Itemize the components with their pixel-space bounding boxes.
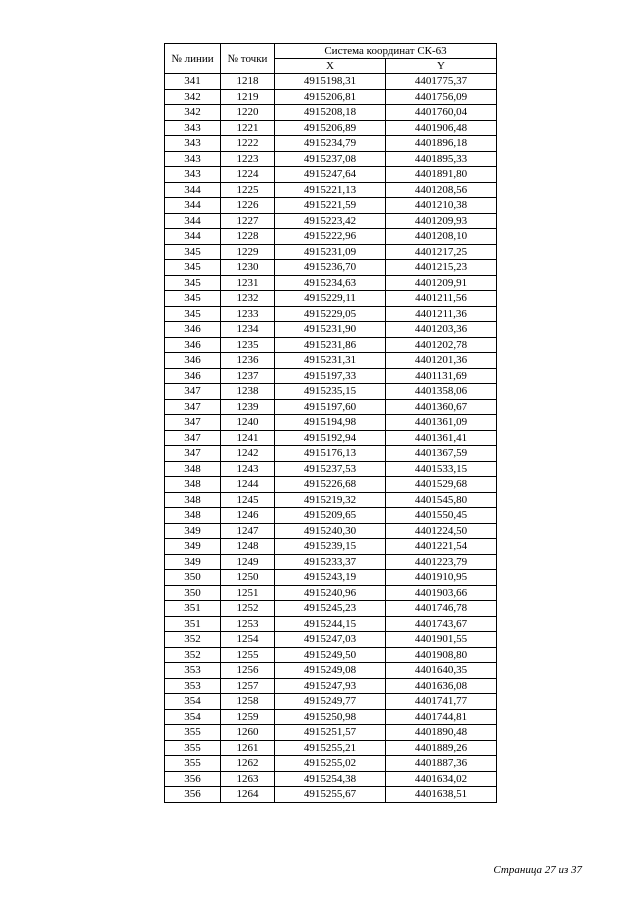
cell-x: 4915237,53 bbox=[275, 461, 386, 477]
cell-point-number: 1264 bbox=[221, 787, 275, 803]
cell-line-number: 355 bbox=[165, 740, 221, 756]
cell-line-number: 356 bbox=[165, 787, 221, 803]
cell-y: 4401360,67 bbox=[386, 399, 497, 415]
table-row bbox=[165, 601, 497, 617]
cell-point-number: 1218 bbox=[221, 74, 275, 90]
cell-y: 4401217,25 bbox=[386, 244, 497, 260]
cell-x: 4915234,79 bbox=[275, 136, 386, 152]
cell-x: 4915221,13 bbox=[275, 182, 386, 198]
cell-line-number: 346 bbox=[165, 368, 221, 384]
cell-point-number: 1221 bbox=[221, 120, 275, 136]
cell-line-number: 347 bbox=[165, 430, 221, 446]
cell-x: 4915254,38 bbox=[275, 771, 386, 787]
cell-x: 4915240,30 bbox=[275, 523, 386, 539]
cell-y: 4401887,36 bbox=[386, 756, 497, 772]
cell-point-number: 1251 bbox=[221, 585, 275, 601]
cell-line-number: 346 bbox=[165, 353, 221, 369]
cell-y: 4401211,36 bbox=[386, 306, 497, 322]
cell-x: 4915176,13 bbox=[275, 446, 386, 462]
table-row bbox=[165, 632, 497, 648]
table-row bbox=[165, 291, 497, 307]
table-row bbox=[165, 74, 497, 90]
cell-line-number: 342 bbox=[165, 105, 221, 121]
cell-y: 4401215,23 bbox=[386, 260, 497, 276]
cell-point-number: 1229 bbox=[221, 244, 275, 260]
cell-y: 4401358,06 bbox=[386, 384, 497, 400]
table-row bbox=[165, 430, 497, 446]
cell-x: 4915192,94 bbox=[275, 430, 386, 446]
cell-y: 4401545,80 bbox=[386, 492, 497, 508]
table-row bbox=[165, 756, 497, 772]
cell-x: 4915198,31 bbox=[275, 74, 386, 90]
cell-y: 4401634,02 bbox=[386, 771, 497, 787]
cell-line-number: 343 bbox=[165, 120, 221, 136]
cell-x: 4915245,23 bbox=[275, 601, 386, 617]
table-row bbox=[165, 213, 497, 229]
cell-line-number: 352 bbox=[165, 632, 221, 648]
table-row bbox=[165, 647, 497, 663]
cell-y: 4401223,79 bbox=[386, 554, 497, 570]
cell-line-number: 349 bbox=[165, 539, 221, 555]
cell-y: 4401638,51 bbox=[386, 787, 497, 803]
table-row bbox=[165, 337, 497, 353]
cell-x: 4915194,98 bbox=[275, 415, 386, 431]
table-row bbox=[165, 229, 497, 245]
cell-line-number: 349 bbox=[165, 523, 221, 539]
table-row bbox=[165, 167, 497, 183]
cell-line-number: 350 bbox=[165, 585, 221, 601]
cell-x: 4915249,50 bbox=[275, 647, 386, 663]
cell-y: 4401201,36 bbox=[386, 353, 497, 369]
table-row bbox=[165, 678, 497, 694]
table-row bbox=[165, 260, 497, 276]
cell-line-number: 343 bbox=[165, 167, 221, 183]
cell-x: 4915231,90 bbox=[275, 322, 386, 338]
cell-y: 4401910,95 bbox=[386, 570, 497, 586]
cell-y: 4401361,41 bbox=[386, 430, 497, 446]
cell-line-number: 349 bbox=[165, 554, 221, 570]
table-row bbox=[165, 105, 497, 121]
header-point-number: № точки bbox=[221, 44, 275, 74]
cell-point-number: 1225 bbox=[221, 182, 275, 198]
table-row bbox=[165, 616, 497, 632]
cell-y: 4401640,35 bbox=[386, 663, 497, 679]
cell-y: 4401891,80 bbox=[386, 167, 497, 183]
cell-y: 4401756,09 bbox=[386, 89, 497, 105]
cell-line-number: 345 bbox=[165, 291, 221, 307]
cell-y: 4401208,56 bbox=[386, 182, 497, 198]
cell-point-number: 1246 bbox=[221, 508, 275, 524]
cell-point-number: 1219 bbox=[221, 89, 275, 105]
cell-x: 4915255,02 bbox=[275, 756, 386, 772]
cell-y: 4401210,38 bbox=[386, 198, 497, 214]
cell-x: 4915209,65 bbox=[275, 508, 386, 524]
cell-y: 4401906,48 bbox=[386, 120, 497, 136]
cell-y: 4401901,55 bbox=[386, 632, 497, 648]
cell-x: 4915237,08 bbox=[275, 151, 386, 167]
cell-point-number: 1260 bbox=[221, 725, 275, 741]
coordinates-table bbox=[164, 43, 497, 803]
cell-point-number: 1261 bbox=[221, 740, 275, 756]
cell-y: 4401550,45 bbox=[386, 508, 497, 524]
cell-line-number: 345 bbox=[165, 306, 221, 322]
table-row bbox=[165, 353, 497, 369]
cell-line-number: 343 bbox=[165, 136, 221, 152]
cell-y: 4401760,04 bbox=[386, 105, 497, 121]
cell-y: 4401209,91 bbox=[386, 275, 497, 291]
cell-x: 4915219,32 bbox=[275, 492, 386, 508]
cell-point-number: 1227 bbox=[221, 213, 275, 229]
cell-y: 4401775,37 bbox=[386, 74, 497, 90]
cell-line-number: 344 bbox=[165, 182, 221, 198]
cell-x: 4915206,89 bbox=[275, 120, 386, 136]
cell-x: 4915243,19 bbox=[275, 570, 386, 586]
cell-line-number: 356 bbox=[165, 771, 221, 787]
cell-point-number: 1263 bbox=[221, 771, 275, 787]
cell-y: 4401533,15 bbox=[386, 461, 497, 477]
cell-line-number: 348 bbox=[165, 461, 221, 477]
cell-y: 4401896,18 bbox=[386, 136, 497, 152]
cell-point-number: 1247 bbox=[221, 523, 275, 539]
cell-line-number: 346 bbox=[165, 337, 221, 353]
table-row bbox=[165, 771, 497, 787]
cell-y: 4401746,78 bbox=[386, 601, 497, 617]
cell-point-number: 1255 bbox=[221, 647, 275, 663]
cell-line-number: 351 bbox=[165, 601, 221, 617]
cell-y: 4401903,66 bbox=[386, 585, 497, 601]
cell-point-number: 1250 bbox=[221, 570, 275, 586]
cell-point-number: 1222 bbox=[221, 136, 275, 152]
table-row bbox=[165, 709, 497, 725]
cell-x: 4915231,09 bbox=[275, 244, 386, 260]
table-row bbox=[165, 554, 497, 570]
cell-line-number: 344 bbox=[165, 229, 221, 245]
cell-point-number: 1242 bbox=[221, 446, 275, 462]
cell-point-number: 1258 bbox=[221, 694, 275, 710]
cell-line-number: 342 bbox=[165, 89, 221, 105]
cell-y: 4401895,33 bbox=[386, 151, 497, 167]
cell-x: 4915250,98 bbox=[275, 709, 386, 725]
cell-line-number: 344 bbox=[165, 198, 221, 214]
cell-x: 4915255,67 bbox=[275, 787, 386, 803]
cell-y: 4401209,93 bbox=[386, 213, 497, 229]
table-row bbox=[165, 585, 497, 601]
table-row bbox=[165, 136, 497, 152]
cell-line-number: 353 bbox=[165, 678, 221, 694]
cell-y: 4401203,36 bbox=[386, 322, 497, 338]
cell-point-number: 1238 bbox=[221, 384, 275, 400]
cell-line-number: 347 bbox=[165, 384, 221, 400]
cell-point-number: 1244 bbox=[221, 477, 275, 493]
table-row bbox=[165, 446, 497, 462]
cell-x: 4915223,42 bbox=[275, 213, 386, 229]
cell-y: 4401221,54 bbox=[386, 539, 497, 555]
table-row bbox=[165, 244, 497, 260]
cell-y: 4401743,67 bbox=[386, 616, 497, 632]
cell-y: 4401224,50 bbox=[386, 523, 497, 539]
cell-x: 4915226,68 bbox=[275, 477, 386, 493]
cell-point-number: 1236 bbox=[221, 353, 275, 369]
cell-point-number: 1224 bbox=[221, 167, 275, 183]
cell-line-number: 354 bbox=[165, 709, 221, 725]
cell-line-number: 351 bbox=[165, 616, 221, 632]
cell-x: 4915234,63 bbox=[275, 275, 386, 291]
header-coordinate-system: Система координат СК-63 bbox=[275, 44, 497, 59]
table-row bbox=[165, 322, 497, 338]
cell-x: 4915239,15 bbox=[275, 539, 386, 555]
table-row bbox=[165, 151, 497, 167]
cell-y: 4401636,08 bbox=[386, 678, 497, 694]
cell-line-number: 346 bbox=[165, 322, 221, 338]
cell-point-number: 1252 bbox=[221, 601, 275, 617]
page-number: Страница 27 из 37 bbox=[493, 864, 582, 876]
cell-point-number: 1233 bbox=[221, 306, 275, 322]
table-row bbox=[165, 523, 497, 539]
cell-line-number: 347 bbox=[165, 446, 221, 462]
cell-x: 4915236,70 bbox=[275, 260, 386, 276]
table-header bbox=[165, 44, 497, 74]
cell-x: 4915221,59 bbox=[275, 198, 386, 214]
cell-y: 4401890,48 bbox=[386, 725, 497, 741]
cell-x: 4915240,96 bbox=[275, 585, 386, 601]
cell-x: 4915231,31 bbox=[275, 353, 386, 369]
cell-y: 4401744,81 bbox=[386, 709, 497, 725]
cell-x: 4915229,05 bbox=[275, 306, 386, 322]
cell-line-number: 347 bbox=[165, 415, 221, 431]
cell-x: 4915197,60 bbox=[275, 399, 386, 415]
table-row bbox=[165, 306, 497, 322]
cell-x: 4915235,15 bbox=[275, 384, 386, 400]
table-row bbox=[165, 740, 497, 756]
cell-point-number: 1231 bbox=[221, 275, 275, 291]
cell-point-number: 1248 bbox=[221, 539, 275, 555]
header-x: X bbox=[275, 59, 386, 74]
table-row bbox=[165, 368, 497, 384]
cell-point-number: 1241 bbox=[221, 430, 275, 446]
cell-line-number: 343 bbox=[165, 151, 221, 167]
table-row bbox=[165, 182, 497, 198]
table-row bbox=[165, 694, 497, 710]
cell-line-number: 341 bbox=[165, 74, 221, 90]
cell-line-number: 355 bbox=[165, 725, 221, 741]
table-row bbox=[165, 89, 497, 105]
cell-point-number: 1235 bbox=[221, 337, 275, 353]
cell-point-number: 1253 bbox=[221, 616, 275, 632]
cell-point-number: 1228 bbox=[221, 229, 275, 245]
cell-y: 4401211,56 bbox=[386, 291, 497, 307]
table-row bbox=[165, 539, 497, 555]
cell-x: 4915255,21 bbox=[275, 740, 386, 756]
cell-line-number: 348 bbox=[165, 492, 221, 508]
cell-point-number: 1234 bbox=[221, 322, 275, 338]
cell-y: 4401367,59 bbox=[386, 446, 497, 462]
cell-line-number: 348 bbox=[165, 508, 221, 524]
table-row bbox=[165, 275, 497, 291]
cell-line-number: 353 bbox=[165, 663, 221, 679]
cell-line-number: 345 bbox=[165, 260, 221, 276]
cell-point-number: 1223 bbox=[221, 151, 275, 167]
cell-x: 4915222,96 bbox=[275, 229, 386, 245]
cell-line-number: 350 bbox=[165, 570, 221, 586]
table-row bbox=[165, 725, 497, 741]
cell-point-number: 1239 bbox=[221, 399, 275, 415]
table-body bbox=[165, 74, 497, 803]
cell-x: 4915206,81 bbox=[275, 89, 386, 105]
cell-line-number: 354 bbox=[165, 694, 221, 710]
cell-y: 4401361,09 bbox=[386, 415, 497, 431]
cell-y: 4401202,78 bbox=[386, 337, 497, 353]
table-row bbox=[165, 120, 497, 136]
cell-x: 4915249,08 bbox=[275, 663, 386, 679]
table-row bbox=[165, 477, 497, 493]
cell-x: 4915247,93 bbox=[275, 678, 386, 694]
table-row bbox=[165, 570, 497, 586]
table-row bbox=[165, 198, 497, 214]
table-row bbox=[165, 508, 497, 524]
cell-point-number: 1226 bbox=[221, 198, 275, 214]
cell-point-number: 1240 bbox=[221, 415, 275, 431]
cell-point-number: 1237 bbox=[221, 368, 275, 384]
header-y: Y bbox=[386, 59, 497, 74]
cell-point-number: 1262 bbox=[221, 756, 275, 772]
cell-y: 4401908,80 bbox=[386, 647, 497, 663]
cell-x: 4915247,64 bbox=[275, 167, 386, 183]
cell-line-number: 345 bbox=[165, 275, 221, 291]
cell-point-number: 1249 bbox=[221, 554, 275, 570]
table-row bbox=[165, 384, 497, 400]
table-row bbox=[165, 492, 497, 508]
cell-line-number: 345 bbox=[165, 244, 221, 260]
cell-point-number: 1243 bbox=[221, 461, 275, 477]
cell-line-number: 347 bbox=[165, 399, 221, 415]
table-row bbox=[165, 399, 497, 415]
table-row bbox=[165, 663, 497, 679]
cell-line-number: 352 bbox=[165, 647, 221, 663]
cell-x: 4915244,15 bbox=[275, 616, 386, 632]
cell-point-number: 1220 bbox=[221, 105, 275, 121]
cell-x: 4915233,37 bbox=[275, 554, 386, 570]
cell-x: 4915231,86 bbox=[275, 337, 386, 353]
cell-y: 4401131,69 bbox=[386, 368, 497, 384]
cell-point-number: 1256 bbox=[221, 663, 275, 679]
cell-point-number: 1245 bbox=[221, 492, 275, 508]
cell-y: 4401889,26 bbox=[386, 740, 497, 756]
cell-line-number: 344 bbox=[165, 213, 221, 229]
cell-line-number: 348 bbox=[165, 477, 221, 493]
cell-y: 4401208,10 bbox=[386, 229, 497, 245]
cell-point-number: 1230 bbox=[221, 260, 275, 276]
cell-x: 4915208,18 bbox=[275, 105, 386, 121]
table-row bbox=[165, 787, 497, 803]
table-row bbox=[165, 461, 497, 477]
cell-line-number: 355 bbox=[165, 756, 221, 772]
cell-point-number: 1232 bbox=[221, 291, 275, 307]
cell-x: 4915229,11 bbox=[275, 291, 386, 307]
cell-point-number: 1254 bbox=[221, 632, 275, 648]
cell-y: 4401529,68 bbox=[386, 477, 497, 493]
cell-x: 4915197,33 bbox=[275, 368, 386, 384]
header-line-number: № линии bbox=[165, 44, 221, 74]
cell-y: 4401741,77 bbox=[386, 694, 497, 710]
cell-x: 4915249,77 bbox=[275, 694, 386, 710]
cell-x: 4915251,57 bbox=[275, 725, 386, 741]
cell-x: 4915247,03 bbox=[275, 632, 386, 648]
cell-point-number: 1257 bbox=[221, 678, 275, 694]
table-row bbox=[165, 415, 497, 431]
cell-point-number: 1259 bbox=[221, 709, 275, 725]
